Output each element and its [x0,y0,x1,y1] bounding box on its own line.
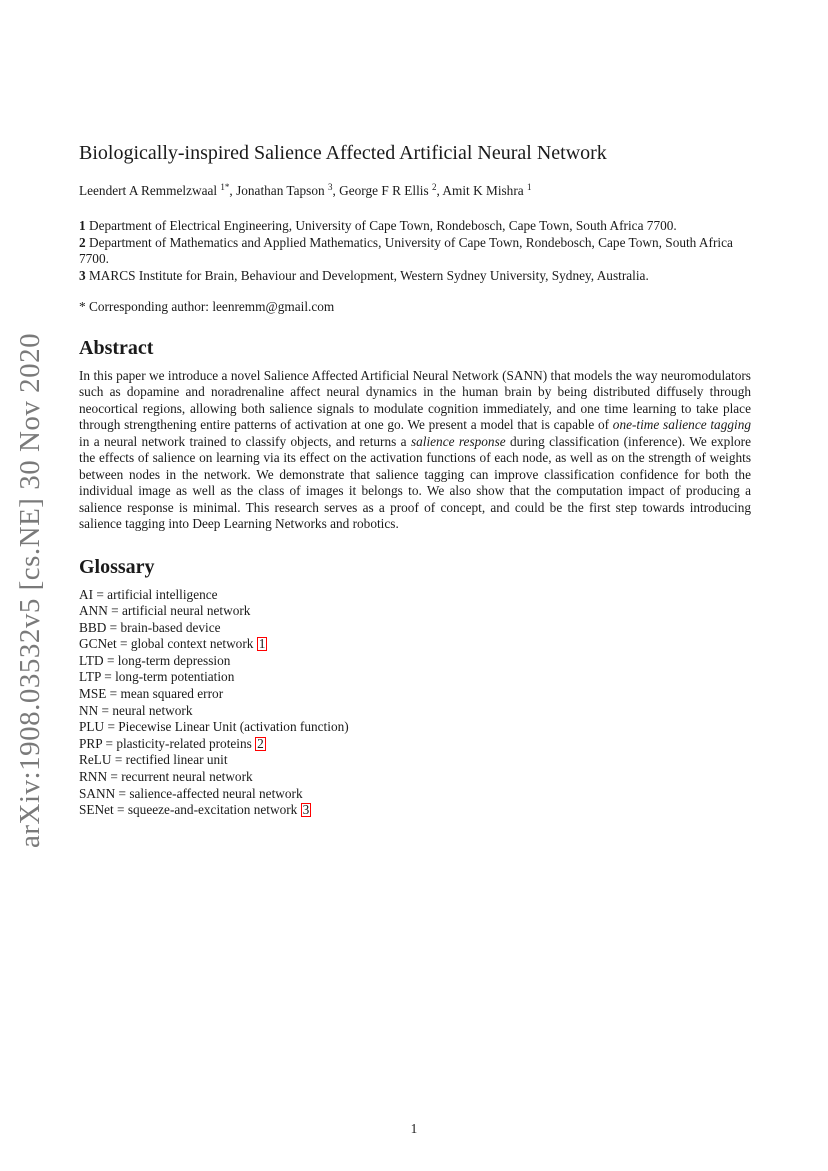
glossary-item [79,703,751,720]
author-name: Leendert A Remmelzwaal [79,183,218,198]
glossary-term: RNN = recurrent neural network [79,769,253,785]
abstract-heading: Abstract [79,336,154,359]
citation-link[interactable]: 2 [257,735,264,751]
glossary-item [79,736,751,753]
affiliation-text: Department of Mathematics and Applied Mathematics, University of Cape Town, Rondebosch, Cape Town, South Africa 7700. [79,234,733,266]
affiliation-text: Department of Electrical Engineering, University of Cape Town, Rondebosch, Cape Town, South Africa 7700. [88,218,677,233]
author-affiliation-mark: 2 [431,182,437,192]
author-separator: , [436,183,443,198]
glossary-item [79,719,751,736]
glossary-term: AI = artificial intelligence [79,586,218,602]
glossary-item [79,669,751,686]
glossary-term: SENet = squeeze-and-excitation network [79,802,301,818]
abstract-emphasis: salience response [410,433,506,449]
paper-title: Biologically-inspired Salience Affected Artificial Neural Network [79,142,607,164]
affiliation-text: MARCS Institute for Brain, Behaviour and Development, Western Sydney University, Sydney, Australia. [88,267,649,283]
glossary-term: ANN = artificial neural network [79,603,251,619]
glossary-term: ReLU = rectified linear unit [79,752,228,768]
author-affiliation-mark: 1 [527,182,532,192]
author-affiliation-mark: 3 [327,182,333,192]
glossary-item [79,587,751,604]
affiliation [79,235,751,268]
author-name: Amit K Mishra [442,183,524,198]
glossary-item [79,620,751,637]
glossary-term: NN = neural network [79,702,193,718]
abstract-text [79,368,751,533]
author-separator: , [229,183,237,198]
corresponding-author: * Corresponding author: leenremm@gmail.com [79,299,335,314]
glossary-term: BBD = brain-based device [79,619,221,635]
author-affiliation-mark: 1* [220,182,230,192]
arxiv-identifier: arXiv:1908.03532v5 [cs.NE] 30 Nov 2020 [14,332,46,848]
abstract-text-part: in a neural network trained to classify objects, and returns a [79,433,411,449]
glossary-item [79,603,751,620]
glossary-term: LTP = long-term potentiation [79,669,235,685]
author-separator: , [332,183,340,198]
glossary-item [79,752,751,769]
glossary-item [79,802,751,819]
affiliation [79,268,751,285]
author-list [79,178,751,200]
affiliation-number: 3 [79,267,86,283]
glossary-term: GCNet = global context network [79,636,257,652]
page-number: 1 [410,1121,418,1136]
glossary-item [79,786,751,803]
paper-page [79,140,751,819]
glossary-term: PLU = Piecewise Linear Unit (activation function) [79,719,349,735]
glossary-item [79,636,751,653]
glossary-term: PRP = plasticity-related proteins [79,735,256,751]
glossary-heading: Glossary [79,555,155,578]
citation-link[interactable]: 3 [302,802,310,818]
glossary-item [79,686,751,703]
abstract-text-part: In this paper we introduce a novel Salience Affected Artificial Neural Network (SANN) that models the way neuromodulators such as dopamine and noradrenaline affect neural dynamics in the human brain by being distributed diffusely through neocortical regions, allowing both salience signals to modulate cognition immediately, and one time learning to take place through strengthening entire patterns of activation at one go. We present a model that is capable of [79,367,751,432]
affiliation-number: 1 [79,218,86,233]
glossary-term: LTD = long-term depression [79,652,231,668]
abstract-text-part: during classification (inference). We explore the effects of salience on learning via its effect on the activation functions of each node, as well as on the strength of weights between nodes in the network. We demonstrate that salience tagging can improve classification confidence for both the individual image as well as the class of images it belongs to. We also show that the computation impact of producing a salience response is minimal. This research serves as a proof of concept, and could be the first step towards introducing salience tagging into Deep Learning Networks and robotics. [79,433,751,531]
affiliation-list [79,218,751,284]
glossary-item [79,769,751,786]
affiliation [79,218,751,235]
citation-link[interactable]: 1 [258,636,266,652]
glossary-term: MSE = mean squared error [79,686,224,702]
glossary-item [79,653,751,670]
glossary-list [79,587,751,819]
affiliation-number: 2 [79,234,86,250]
glossary-term: SANN = salience-affected neural network [79,785,303,801]
author-name: Jonathan Tapson [236,183,325,198]
author-name: George F R Ellis [339,183,429,198]
abstract-emphasis: one-time salience tagging [612,417,751,432]
